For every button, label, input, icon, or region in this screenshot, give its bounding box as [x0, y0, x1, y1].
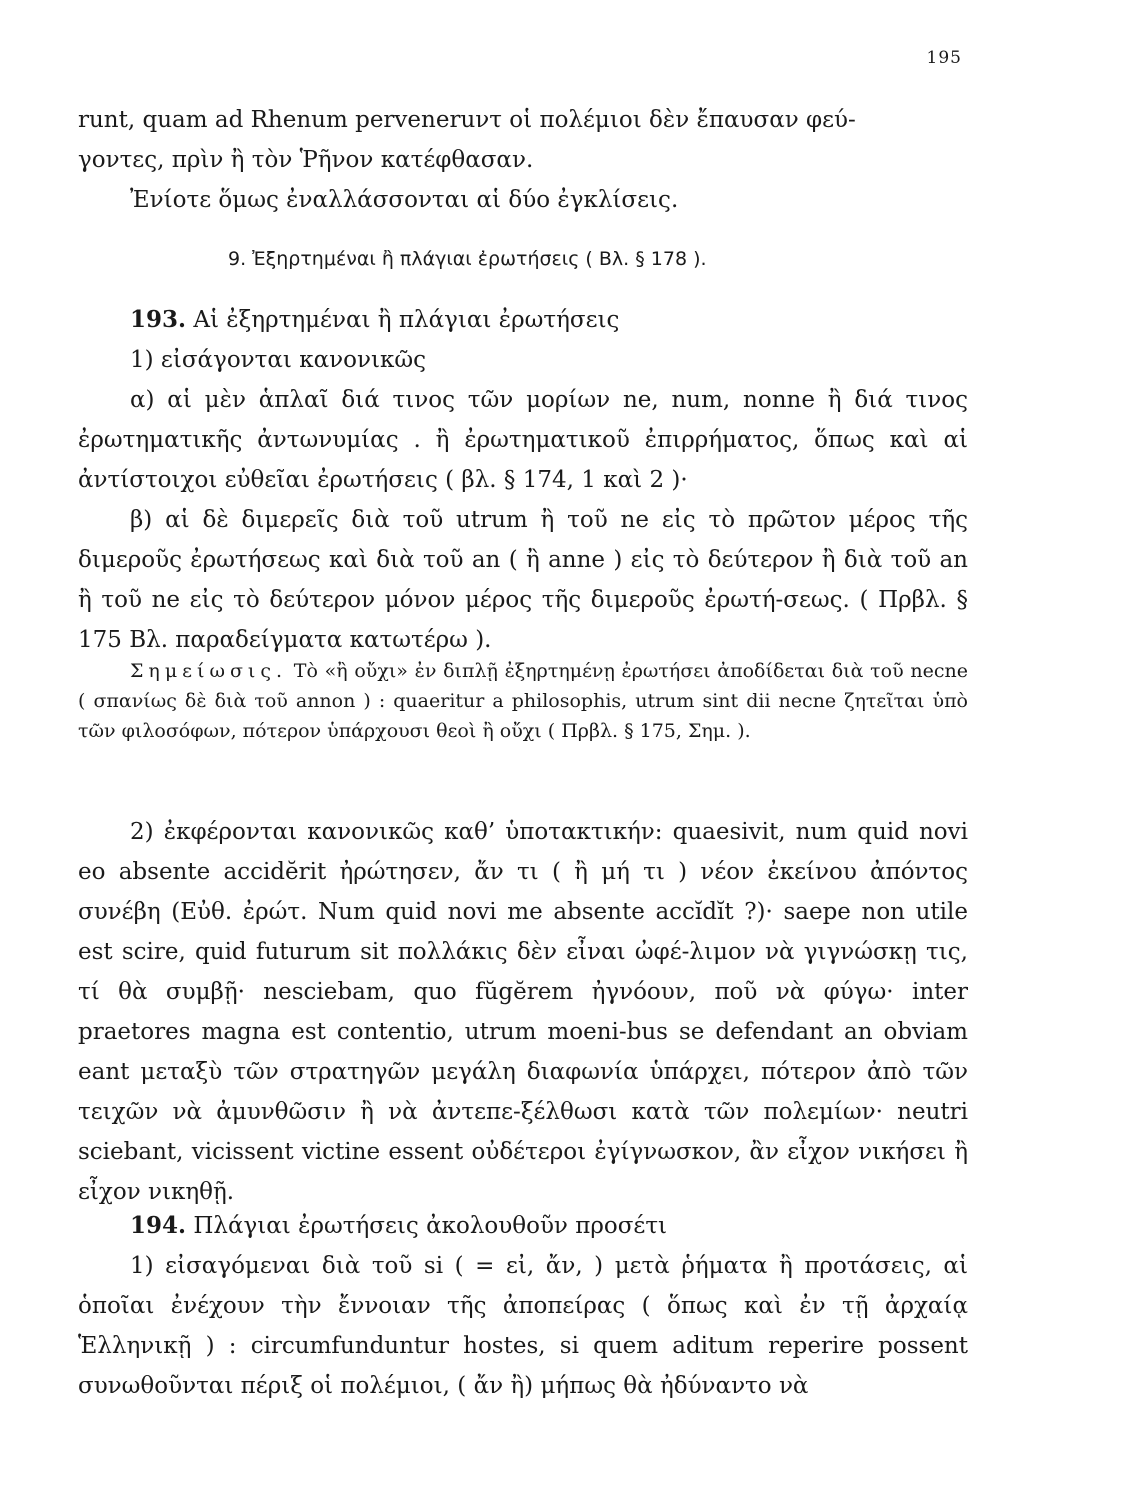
paragraph-194 — [78, 1206, 968, 1406]
paragraph-194-title-text: Πλάγιαι ἐρωτήσεις ἀκολουθοῦν προσέτι — [193, 1213, 668, 1239]
paragraph-193-beta: β) αἱ δὲ διμερεῖς διὰ τοῦ utrum ἢ τοῦ ne εἰς τὸ πρῶτον μέρος τῆς διμεροῦς ἐρωτήσεως καὶ διὰ τοῦ an ( ἢ anne ) εἰς τὸ δεύτερον ἢ διὰ τοῦ an ἢ τοῦ ne εἰς τὸ δεύτερον μόνον μέρος τῆς διμεροῦς ἐρωτή-σεως. ( Πρβλ. § 175 Βλ. παραδείγματα κατωτέρω ). — [78, 507, 968, 653]
page-number: 195 — [926, 48, 962, 68]
paragraph-194-item-1: 1) εἰσαγόμεναι διὰ τοῦ si ( = εἰ, ἄν, ) μετὰ ῥήματα ἢ προτάσεις, αἱ ὁποῖαι ἐνέχουν τὴν ἔννοιαν τῆς ἀποπείρας ( ὅπως καὶ ἐν τῇ ἀρχαίᾳ Ἑλληνικῇ ) : circumfunduntur hostes, si quem aditum reperire possent συνωθοῦνται πέριξ οἱ πολέμιοι, ( ἄν ἢ) μήπως θὰ ἠδύναντο νὰ — [78, 1253, 968, 1399]
paragraph-193-title-text: Αἱ ἐξηρτημέναι ἢ πλάγιαι ἐρωτήσεις — [193, 307, 620, 333]
item-2-text: 2) ἐκφέρονται κανονικῶς καθ’ ὑποτακτικήν: quaesivit, num quid novi eo absente accidĕrit ἠρώτησεν, ἄν τι ( ἢ μή τι ) νέον ἐκείνου ἀπόντος συνέβη (Εὐθ. ἐρώτ. Num quid novi me absente accĭdĭt ?)· saepe non utile est scire, quid futurum sit πολλάκις δὲν εἶναι ὠφέ-λιμον νὰ γιγνώσκῃ τις, τί θὰ συμβῇ· nesciebam, quo fŭgĕrem ἠγνόουν, ποῦ νὰ φύγω· inter praetores magna est contentio, utrum moeni-bus se defendant an obviam eant μεταξὺ τῶν στρατηγῶν μεγάλη διαφωνία ὑπάρχει, πότερον ἀπὸ τῶν τειχῶν νὰ ἀμυνθῶσιν ἢ νὰ ἀντεπε-ξέλθωσι κατὰ τῶν πολεμίων· neutri sciebant, vicissent victine essent οὐδέτεροι ἐγίγνωσκον, ἂν εἶχον νικήσει ἢ εἶχον νικηθῇ. — [78, 819, 968, 1205]
intro-line-2: γοντες, πρὶν ἢ τὸν Ῥῆνον κατέφθασαν. — [78, 147, 534, 173]
paragraph-193 — [78, 300, 968, 660]
paragraph-193-alpha: α) αἱ μὲν ἁπλαῖ διά τινος τῶν μορίων ne, num, nonne ἢ διά τινος ἐρωτηματικῆς ἀντωνυμίας . ἢ ἐρωτηματικοῦ ἐπιρρήματος, ὅπως καὶ αἱ ἀντίστοιχοι εὐθεῖαι ἐρωτήσεις ( βλ. § 174, 1 καὶ 2 )· — [78, 387, 968, 493]
section-9-heading: 9. Ἐξηρτημέναι ἢ πλάγιαι ἐρωτήσεις ( Βλ. § 178 ). — [228, 248, 707, 270]
intro-paragraph — [78, 100, 968, 220]
paragraph-193-number: 193. — [130, 306, 187, 333]
intro-line-1: runt, quam ad Rhenum perveneruντ οἱ πολέμιοι δὲν ἔπαυσαν φεύ- — [78, 107, 856, 133]
paragraph-193-item-2 — [78, 812, 968, 1212]
paragraph-193-title — [78, 300, 968, 340]
paragraph-194-title — [78, 1206, 968, 1246]
paragraph-194-number: 194. — [130, 1212, 187, 1239]
note-label: Σημείωσις. — [130, 660, 288, 682]
note-text: Τὸ «ἢ οὔχι» ἐν διπλῇ ἐξηρτημένῃ ἐρωτήσει ἀποδίδεται διὰ τοῦ necne ( σπανίως δὲ διὰ τοῦ annon ) : quaeritur a philosophis, utrum sint dii necne ζητεῖται ὑπὸ τῶν φιλοσόφων, πότερον ὑπάρχουσι θεοὶ ἢ οὔχι ( Πρβλ. § 175, Σημ. ). — [78, 660, 968, 742]
paragraph-193-item-1: 1) εἰσάγονται κανονικῶς — [130, 347, 426, 373]
note-block — [78, 656, 968, 746]
intro-line-3: Ἐνίοτε ὅμως ἐναλλάσσονται αἱ δύο ἐγκλίσεις. — [130, 187, 679, 213]
